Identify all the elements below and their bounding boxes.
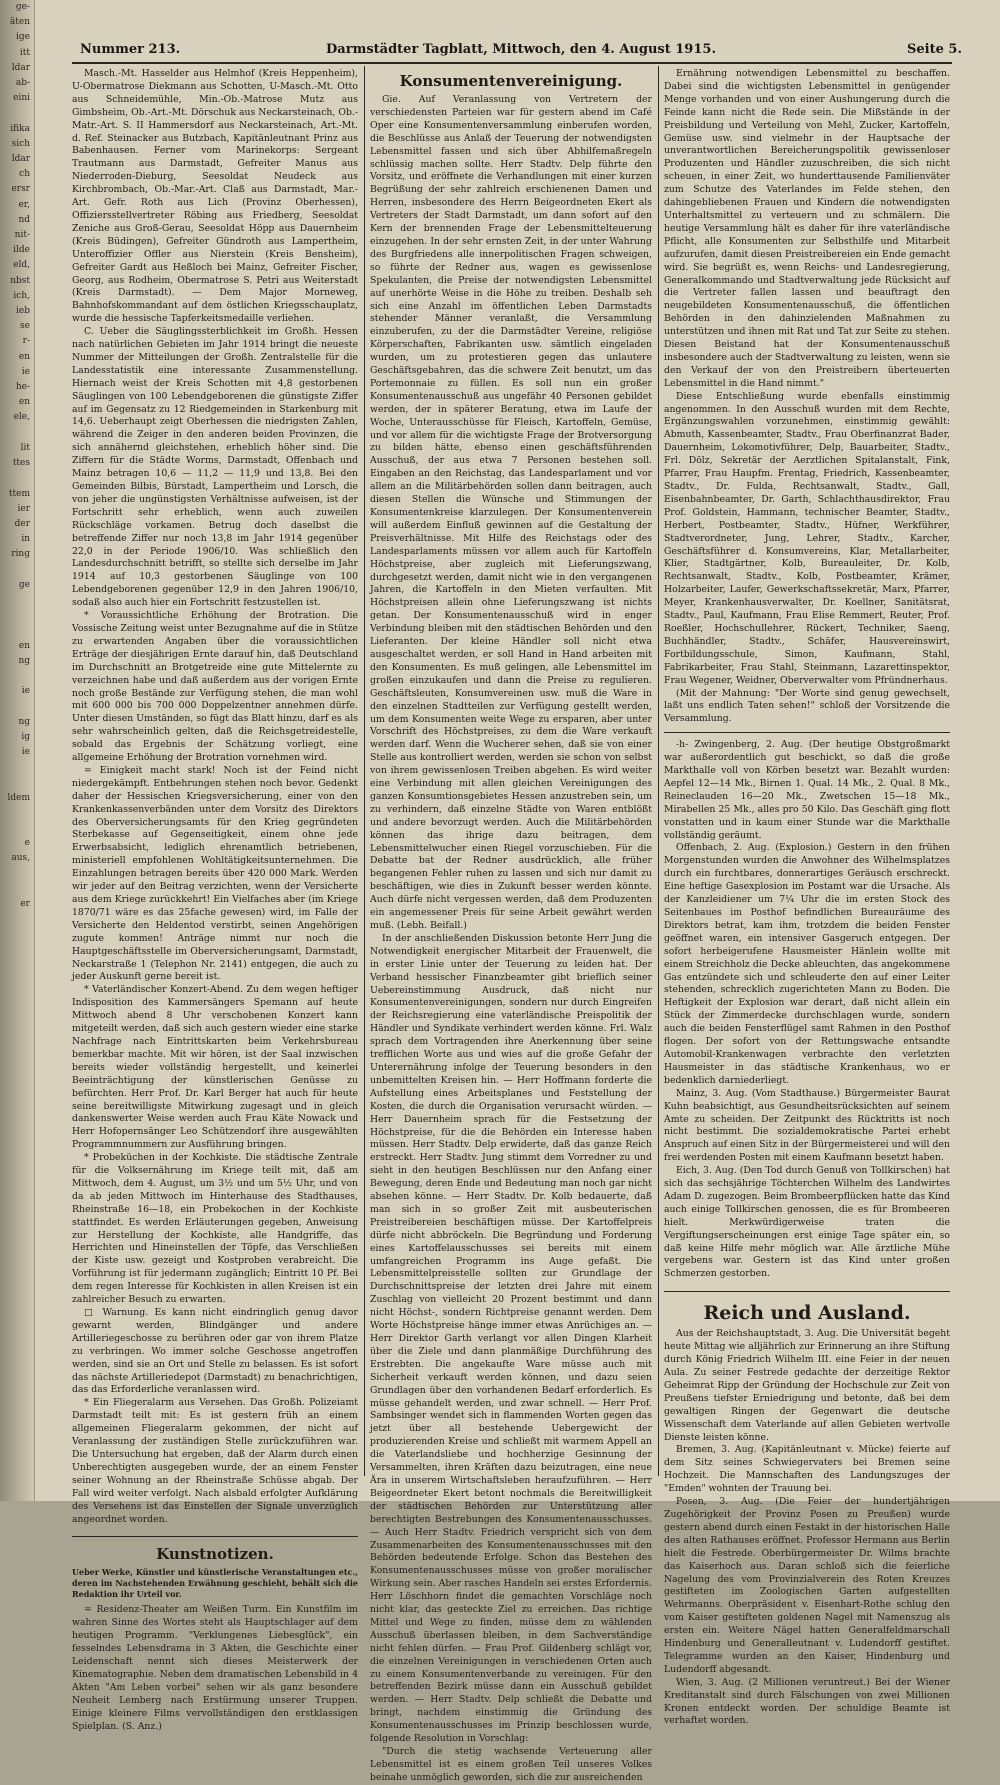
gutter-fragment: er xyxy=(20,898,30,909)
column-rule-2 xyxy=(658,66,659,1476)
gutter-fragment: r- xyxy=(22,336,30,347)
gutter-fragment xyxy=(0,106,34,121)
gutter-fragment xyxy=(0,426,34,441)
gutter-fragment: äten xyxy=(9,17,30,28)
article-paragraph: * Probeküchen in der Kochkiste. Die städtische Zentrale für die Volksernährung im Kriege teilt mit, daß am Mittwoch, dem 4. August, um 3½ und um 5½ Uhr, und von da ab jeden Mittwoch im Hinterhause des Stadthauses, Rheinstraße 16—18, ein Probekochen in der Kochkiste stattfindet. Es werden Erläuterungen gegeben, Anweisung zur Herstellung der Kochkiste, alle Handgriffe, das Herrichten und Hineinstellen der Töpfe, das Verschließen der Kiste usw. gezeigt und Kostproben verabreicht. Die Vorführung ist für jedermann zugänglich; Eintritt 10 Pf. Bei dem regen Interesse für Kochkisten in allen Kreisen ist ein zahlreicher Besuch zu erwarten. xyxy=(72,1152,358,1306)
column-rule-1 xyxy=(364,66,365,1476)
column-left xyxy=(72,68,358,1732)
gutter-fragment: ng xyxy=(18,716,30,727)
gutter-fragment: der xyxy=(14,518,30,529)
gutter-fragment: itt xyxy=(19,47,30,58)
gutter-fragment: en xyxy=(18,351,30,362)
masthead-date: Darmstädter Tagblatt, Mittwoch, den 4. August 1915. xyxy=(326,42,716,57)
gutter-fragment: ele, xyxy=(13,412,30,423)
gutter-fragment: eini xyxy=(13,93,30,104)
article-paragraph: Diese Entschließung wurde ebenfalls einstimmig angenommen. In den Ausschuß wurden mit dem Rechte, Ergänzungswahlen vorzunehmen, einstimmig gewählt: Abmuth, Kassenbeamter, Stadtv., Frau Oberfinanzrat Bader, Dauernheim, Lokomotivführer, Delp, Bauarbeiter, Stadtv., Frl. Dölz, Sekretär der Aerztlichen Spitalanstalt, Fink, Pfarrer, Frau Haupfm. Frentag, Friedrich, Kassenbeamter, Stadtv., Dr. Fulda, Rechtsanwalt, Stadtv., Gall, Eisenbahnbeamter, Dr. Garth, Schlachthausdirektor, Frau Prof. Goldstein, Hammann, technischer Beamter, Stadtv., Herbert, Postbeamter, Stadtv., Hüfner, Werkführer, Stadtverordneter, Jung, Lehrer, Stadtv., Karcher, Geschäftsführer d. Konsumvereins, Klar, Metallarbeiter, Klier, Stadtgärtner, Kolb, Bureauleiter, Dr. Kolb, Rechtsanwalt, Stadtv., Kolb, Postbeamter, Krämer, Holzarbeiter, Laufer, Gewerkschaftssekretär, Marx, Pfarrer, Meyer, Krankenhausverwalter, Dr. Koellner, Sanitätsrat, Stadtv., Paul, Kaufmann, Frau Elise Remmert, Reuter, Prof. Roeßler, Hochschullehrer, Rückert, Techniker, Saeng, Buchhändler, Stadtv., Schäfer, Hausvereinswirt, Fortbildungsschule, Simon, Kaufmann, Stahl, Fabrikarbeiter, Frau Stahl, Steinmann, Lazarettinspektor, Frau Wegener, Weidner, Oberverwalter vom Pfründnerhaus. xyxy=(664,390,950,686)
article-paragraph: Wien, 3. Aug. (2 Millionen veruntreut.) Bei der Wiener Kreditanstalt sind durch Fälschungen von zwei Millionen Kronen entdeckt worden. Der schuldige Beamte ist verhaftet worden. xyxy=(664,1676,950,1727)
article-paragraph: * Voraussichtliche Erhöhung der Brotration. Die Vossische Zeitung weist unter Bezugnahme auf die in Stütze zu erwartenden Angaben über die voraussichtlichen Erträge der diesjährigen Ernte darauf hin, daß Deutschland im Durchschnitt an Brotgetreide eine gute Mittelernte zu verzeichnen habe und daß außerdem aus der vorigen Ernte noch große Bestände zur Verfügung stehen, die man wohl mit 600 000 bis 700 000 Doppelzentner annehmen dürfe. Unter diesen Umständen, so fügt das Blatt hinzu, darf es als sehr wahrscheinlich gelten, daß die Reichsgetreidestelle, sobald das Ergebnis der Schätzung vorliegt, eine allgemeine Erhöhung der Brotration vornehmen wird. xyxy=(72,610,358,764)
gutter-fragment: ab- xyxy=(15,78,30,89)
gutter-fragment xyxy=(0,471,34,486)
gutter-fragment xyxy=(0,882,34,897)
gutter-fragment xyxy=(0,927,34,942)
article-paragraph: -h- Zwingenberg, 2. Aug. (Der heutige Obstgroßmarkt war außerordentlich gut beschickt, so daß die große Markthalle voll von Körben besetzt war. Bezahlt wurden: Aepfel 12—14 Mk., Birnen 1. Qual. 14 Mk., 2. Qual. 8 Mk., Reineclauden 16—20 Mk., Zwetschen 15—18 Mk., Mirabellen 25 Mk., alles pro 50 Kilo. Das Geschäft ging flott vonstatten und in kaum einer Stunde war die Markthalle vollständig geräumt. xyxy=(664,739,950,841)
gutter-fragment xyxy=(0,821,34,836)
gutter-fragment: ttes xyxy=(12,458,30,469)
article-paragraph: * Ein Fliegeralarm aus Versehen. Das Großh. Polizeiamt Darmstadt teilt mit: Es ist gestern früh an einem allgemeinen Fliegeralarm gekommen, der nicht auf Veranlassung der zuständigen Stelle zurückzuführen war. Die Untersuchung hat ergeben, daß der Alarm durch einen Unberechtigten ausgegeben wurde, der an einem Fenster seiner Wohnung an der Rheinstraße Schüsse abgab. Der Fall wird weiter verfolgt. Nach alsbald erfolgter Aufklärung des Versehens ist das Einstellen der Signale unverzüglich angeordnet worden. xyxy=(72,1397,358,1525)
gutter-fragment xyxy=(0,699,34,714)
section-heading: Reich und Ausland. xyxy=(703,1302,911,1325)
gutter-fragment: nbst xyxy=(10,275,30,286)
gutter-fragment: aus, xyxy=(11,853,30,864)
article-paragraph: Bremen, 3. Aug. (Kapitänleutnant v. Mücke) feierte auf dem Sitz seines Schwiegervaters bei Bremen seine Hochzeit. Die Mannschaften des Landungszuges der "Emden" wohnten der Trauung bei. xyxy=(664,1444,950,1495)
header-rule xyxy=(72,62,952,64)
article-paragraph: (Mit der Mahnung: "Der Worte sind genug gewechselt, laßt uns endlich Taten sehen!" schloß der Vorsitzende die Versammlung. xyxy=(664,687,950,725)
article-paragraph: Offenbach, 2. Aug. (Explosion.) Gestern in den frühen Morgenstunden wurden die Anwohner des Wilhelmsplatzes durch ein furchtbares, donnerartiges Geräusch erschreckt. Eine heftige Gasexplosion im Postamt war die Ursache. Als der Kanzleidiener um 7¼ Uhr die im ersten Stock des Seitenbaues im Posthof befindlichen Bureauräume des Direktors betrat, kam ihm, trotzdem die beiden Fenster geöffnet waren, ein intensiver Gasgeruch entgegen. Der sofort herbeigerufene Hausmeister Hänlein wollte mit einem Streichholz die Decke ableuchten, das angekommene Gas entzündete sich und schleuderte den auf einer Leiter stehenden, schrecklich zugerichteten Mann zu Boden. Die Heftigkeit der Explosion war derart, daß nicht allein ein Stück der Zimmerdecke durchschlagen wurde, sondern auch die beiden Fensterflügel samt Rahmen in den Posthof flogen. Der sofort von der Rettungswache entsandte Automobil-Krankenwagen verbrachte den verletzten Hausmeister in das städtische Krankenhaus, wo er bedenklich darniederliegt. xyxy=(664,842,950,1086)
gutter-fragment: ie xyxy=(21,366,30,377)
gutter-fragment: ich, xyxy=(13,290,30,301)
gutter-fragment: ige xyxy=(16,32,30,43)
article-paragraph: Masch.-Mt. Hasselder aus Helmhof (Kreis Heppenheim), U-Obermatrose Diekmann aus Schotten, U-Masch.-Mt. Otto aus Schneidemühle, Min.-Ob.-Matrose Mutz aus Gimbsheim, Ob.-Art.-Mt. Dörschuk aus Neckarsteinach, Ob.-Matr.-Art. S. II Hammersdorf aus Neckarsteinach, Art.-Mt. d. Ref. Steinacker aus Butzbach, Kapitänleutnant Prinz aus Babenhausen. Ferner vom Marinekorps: Sergeant Trautmann aus Darmstadt, Gefreiter Manus aus Niederroden-Dieburg, Seesoldat Neudeck aus Kirchbrombach, Ob.-Mar.-Art. Claß aus Darmstadt, Mar.-Art. Gefr. Roth aus Lich (Provinz Oberhessen), Offiziersstellvertreter Röbing aus Friedberg, Seesoldat Zeniche aus Groß-Gerau, Seesoldat Höpp aus Dauernheim (Kreis Büdingen), Gefreiter Gündroth aus Lampertheim, Unteroffizier Offler aus Nierstein (Kreis Bensheim), Gefreiter Gardt aus Heßloch bei Mainz, Gefreiter Fischer, Georg, aus Rodheim, Obermatrose S. Petri aus Weiterstadt (Kreis Darmstadt). — Dem Major Morneweg, Bahnhofskommandant auf dem östlichen Kriegsschauplatz, wurde die hessische Tapferkeitsmedaille verliehen. xyxy=(72,68,358,325)
gutter-fragment xyxy=(0,563,34,578)
article-paragraph: In der anschließenden Diskussion betonte Herr Jung die Notwendigkeit energischer Mitarbeit der Frauenwelt, die in erster Linie unter der Teuerung zu leiden hat. Der Verband hessischer Finanzbeamter gibt brieflich seiner Uebereinstimmung Ausdruck, daß nicht nur Konsumentenvereinigungen, sondern nur durch Eingreifen der Reichsregierung eine vaterländische Preispolitik der Händler und Syndikate verhindert werden könne. Frl. Walz sprach dem Vortragenden ihre Anerkennung über seine trefflichen Worte aus und wies auf die große Gefahr der Unterernährung infolge der Teuerung besonders in den unbemittelten Kreisen hin. — Herr Hoffmann forderte die Aufstellung eines Arbeitsplanes und Feststellung der Kosten, die durch die Organisation verursacht würden. — Herr Dauernheim sprach für die Festsetzung der Höchstpreise, für die die Behörden ein Interesse haben müssen. Herr Stadtv. Delp erwiderte, daß das ganze Reich erstreckt. Herr Stadtv. Jung stimmt dem Vorredner zu und sieht in den heutigen Beschlüssen nur den Anfang einer Bewegung, deren Ende und Bedeutung man noch gar nicht absehen könne. — Herr Stadtv. Dr. Kolb bedauerte, daß man sich in so großer Zeit mit ausbeuterischen Preistreibereien beschäftigen müsse. Der Kartoffelpreis dürfe nicht abbröckeln. Die Begründung und Forderung eines Kartoffelausschusses sei bereits mit einem umfangreichen Programm ins Auge gefaßt. Die Lebensmittelpreisstelle sollten zur Grundlage der Durchschnittspreise der letzten drei Jahre mit einem Zuschlag von vielleicht 20 Prozent bestimmt und dann nicht Höchst-, sondern Richtpreise genannt werden. Dem Worte Höchstpreise hänge immer etwas Anrüchiges an. — Herr Direktor Garth verlangt vor allen Dingen Klarheit über die Ziele und dann planmäßige Durchführung des Erstrebten. Die angekaufte Ware müsse auch mit Sicherheit verkauft werden können, und dazu seien Grundlagen über den vorhandenen Bedarf erforderlich. Es müsse gehandelt werden, und zwar schnell. — Herr Prof. Sambsinger wendet sich in flammenden Worten gegen das jetzt über all bestehende Uebergewicht der produzierenden Kreise und schließt mit warmem Appell an die Vaterlandsliebe und hochherzige Gesinnung der Versammelten, ihren Kräften dazu beizutragen, eine neue Ära in unserem Wirtschaftsleben heraufzuführen. — Herr Beigeordneter Ekert betont nochmals die Bereitwilligkeit der städtischen Behörden zur Unterstützung aller berechtigten Bestrebungen des Konsumentenausschusses. — Auch Herr Stadtv. Friedrich verspricht sich von dem Zusammenarbeiten des Konsumentenausschusses mit den Behörden bedeutende Erfolge. Schon das Bestehen des Konsumentenausschusses müsse von großer moralischer Wirkung sein. Aber rasches Handeln sei erstes Erfordernis. Herr Löschhorn findet die gemachten Vorschläge noch nicht klar, das gesteckte Ziel zu erreichen. Das richtige Mittel und Wege zu finden, müsse dem zu wählenden Ausschuß überlassen bleiben, in dem Sachverständige nicht fehlen dürfen. — Frau Prof. Gildenberg schlägt vor, die einzelnen Vereinigungen in verschiedenen Orten auch zu einem Konsumentenverbande zu vereinigen. Für den betreffenden Bezirk müsse dann ein Ausschuß gebildet werden. — Herr Stadtv. Delp schließt die Debatte und bringt, nachdem einstimmig die Gründung des Konsumentenausschusses im Prinzip beschlossen wurde, folgende Resolution in Vorschlag: xyxy=(370,932,652,1745)
gutter-fragment xyxy=(0,943,34,958)
article-paragraph: * Vaterländischer Konzert-Abend. Zu dem wegen heftiger Indisposition des Kammersängers Spemann auf heute Mittwoch abend 8 Uhr verschobenen Konzert kann mitgeteilt werden, daß sich auch gestern wieder eine starke Nachfrage nach Eintrittskarten beim Verkehrsbureau bemerkbar machte. Mit wir hören, ist der Saal inzwischen bereits wieder vollständig hergestellt, und keinerlei Beeinträchtigung der künstlerischen Genüsse zu befürchten. Herr Prof. Dr. Karl Berger hat auch für heute seine bereitwilligste Mitwirkung zugesagt und in gleich dankenswerter Weise werden auch Frau Käte Nowack und Herr Hofopernsänger Leo Schützendorf ihre ausgewählten Programmnummern zur Ausführung bringen. xyxy=(72,984,358,1151)
gutter-fragment: lit xyxy=(20,442,30,453)
article-paragraph: Ernährung notwendigen Lebensmittel zu beschaffen. Dabei sind die wichtigsten Lebensmittel in genügender Menge vorhanden und von einer Aushungerung durch die Feinde kann nicht die Rede sein. Die Mißstände in der Preisbildung und Verteilung von Mehl, Zucker, Kartoffeln, Gemüse usw. sind vielmehr in der Hauptsache der unverantwortlichen Bereicherungspolitik gewissenloser Produzenten und Händler zuzuschreiben, die sich nicht scheuen, in einer Zeit, wo hunderttausende Familienväter zum Schutze des Vaterlandes im Felde stehen, den dahingebliebenen Frauen und Kindern die notwendigsten Unterhaltsmittel zu verteuern und zu schmälern. Die heutige Versammlung hält es daher für ihre vaterländische Pflicht, alle Konsumenten zur Selbsthilfe und Mitarbeit aufzurufen, damit diesen Preistreibereien ein Ende gemacht wird. Sie begrüßt es, wenn Reichs- und Landesregierung, Generalkommando und Stadtverwaltung jede Rücksicht auf die Vertreter fallen lassen und beauftragt den neugebildeten Konsumentenausschuß, die öffentlichen Behörden in den dahinzielenden Maßnahmen zu unterstützen und ihnen mit Rat und Tat zur Seite zu stehen. Diesen Beistand hat der Konsumentenausschuß insbesondere auch der Stadtverwaltung zu leisten, wenn sie den Verkauf der von den Preistreibern überteuerten Lebensmittel in die Hand nimmt." xyxy=(664,68,950,389)
page-number: Seite 5. xyxy=(907,42,962,57)
gutter-fragment xyxy=(0,806,34,821)
gutter-fragment: ifika xyxy=(10,123,30,134)
column-right xyxy=(664,68,950,1727)
gutter-fragment: ldar xyxy=(11,154,30,165)
article-paragraph: Eich, 3. Aug. (Den Tod durch Genuß von Tollkirschen) hat sich das sechsjährige Töchterchen Wilhelm des Landwirtes Adam D. zugezogen. Beim Brombeerpflücken hatte das Kind auch einige Tollkirschen genossen, die es für Brombeeren hielt. Merkwürdigerweise traten die Vergiftungserscheinungen erst einige Tage später ein, so daß keine Hilfe mehr möglich war. Alle ärztliche Mühe vergebens war. Gestern ist das Kind unter großen Schmerzen gestorben. xyxy=(664,1165,950,1280)
article-paragraph: C. Ueber die Säuglingssterblichkeit im Großh. Hessen nach natürlichen Gebieten im Jahr 1914 bringt die neueste Nummer der Mitteilungen der Großh. Zentralstelle für die Landesstatistik eine interessante Zusammenstellung. Hiernach weist der Kreis Schotten mit 4,8 gestorbenen Säuglingen von 100 Lebendgeborenen die günstigste Ziffer auf im Gegensatz zu 12 Riedgemeinden in Starkenburg mit 14,6. Ueberhaupt zeigt Oberhessen die niedrigsten Zahlen, während die Zeiger in den anderen beiden Provinzen, die sich annähernd gleichstehen, erheblich höher sind. Die Ziffern für die Städte Worms, Darmstadt, Offenbach und Mainz betragen 10,6 — 11,2 — 11,9 und 13,8. Bei den Gemeinden Bilbis, Bürstadt, Lampertheim und Lorsch, die von jeher die ungünstigsten Verhältnisse aufweisen, ist der Fortschritt sehr erheblich, wenn auch zuweilen Rückschläge vorkamen. Betrug doch daselbst die betreffende Ziffer nur noch 13,8 im Jahr 1914 gegenüber 22,0 in der Periode 1906/10. Was schließlich den Landesdurchschnitt betrifft, so stellte sich derselbe im Jahr 1914 auf 10,3 gestorbenen Säuglinge von 100 Lebendgeborenen gegenüber 12,9 in den Jahren 1906/10, sodaß also auch hier ein Fortschritt festzustellen ist. xyxy=(72,326,358,609)
gutter-fragment: ch xyxy=(19,169,30,180)
article-paragraph: □ Warnung. Es kann nicht eindringlich genug davor gewarnt werden, Blindgänger und andere Artilleriegeschosse zu berühren oder gar von ihrem Platze zu verbringen. Wo immer solche Geschosse angetroffen werden, sind sie an Ort und Stelle zu belassen. Es ist sofort das nächste Artilleriedepot (Darmstadt) zu benachrichtigen, das das Erforderliche veranlassen wird. xyxy=(72,1307,358,1396)
gutter-fragment: nd xyxy=(18,214,30,225)
gutter-fragment xyxy=(0,958,34,973)
gutter-fragment: ie xyxy=(21,746,30,757)
gutter-fragment: ttem xyxy=(8,488,30,499)
editorial-note: Ueber Werke, Künstler und künstlerische Veranstaltungen etc., deren im Nachstehenden Erwähnung geschieht, behält sich die Redaktion ihr Urteil vor. xyxy=(72,1567,358,1600)
section-divider xyxy=(664,732,950,733)
gutter-fragment: en xyxy=(18,397,30,408)
gutter-fragment xyxy=(0,775,34,790)
gutter-fragment xyxy=(0,623,34,638)
section-heading: Kunstnotizen. xyxy=(156,1545,274,1564)
gutter-fragment: ldem xyxy=(7,792,30,803)
gutter-fragment: en xyxy=(18,640,30,651)
gutter-fragment: ieb xyxy=(16,306,30,317)
gutter-fragment: sich xyxy=(11,138,30,149)
gutter-fragment xyxy=(0,593,34,608)
gutter-fragment: ge xyxy=(18,579,30,590)
gutter-fragment: e xyxy=(24,838,30,849)
gutter-fragment: nit- xyxy=(14,230,30,241)
article-paragraph: "Durch die stetig wachsende Verteuerung aller Lebensmittel ist es einem großen Teil unseres Volkes beinahe unmöglich geworden, sich die zur ausreichenden xyxy=(370,1746,652,1783)
section-heading: Konsumentenvereinigung. xyxy=(399,72,623,90)
article-paragraph: = Einigkeit macht stark! Noch ist der Feind nicht niedergekämpft. Entbehrungen stehen noch bevor. Gedenkt daher der Hessischen Kriegsversicherung, einer von den Krankenkassenverbänden unter dem Vorsitz des Direktors des Oberversicherungsamts für den Krieg gegründeten Sterbekasse auf Gegenseitigkeit, einem ohne jede Erwerbsabsicht, lediglich ehrenamtlich betriebenen, ministeriell empfohlenen Wohltätigkeitsunternehmen. Die Einzahlungen betragen bereits über 420 000 Mark. Werden wir jeder auf den Beitrag verzichten, wenn der Versicherte aus dem Kriege zurückkehrt! Ein Vielfaches aber (im Kriege 1870/71 wäre es das 25fache gewesen) wird, im Falle der Versicherte den Heldentod verstirbt, seinen Angehörigen zugute kommen! Anträge nimmt nur noch die Hauptgeschäftsstelle im Oberversicherungsamt, Darmstadt, Neckarstraße 1 (Telephon Nr. 2141) entgegen, die auch zu jeder Auskunft gerne bereit ist. xyxy=(72,764,358,983)
article-paragraph: Posen, 3. Aug. (Die Feier der hundertjährigen Zugehörigkeit der Provinz Posen zu Preußen) wurde gestern abend durch einen Festakt in der historischen Halle des alten Rathauses eröffnet. Professor Hermann aus Berlin hielt die Festrede. Oberbürgermeister Dr. Wilms brachte das Kaiserhoch aus. Daran schloß sich die feierliche Nagelung des vom Provinzialverein des Roten Kreuzes gestifteten im Zoologischen Garten aufgestellten Wehrmanns. Oberpräsident v. Eisenhart-Rothe schlug den vom Kaiser gestifteten goldenen Nagel mit Namenszug als ersten ein. Weitere Nägel hatten Generalfeldmarschall Hindenburg und Generalleutnant v. Ludendorff gestiftet. Telegramme wurden an den Kaiser, Hindenburg und Ludendorff abgesandt. xyxy=(664,1496,950,1675)
gutter-fragment: he- xyxy=(15,382,30,393)
gutter-fragment: er, xyxy=(18,199,30,210)
gutter-fragment xyxy=(0,867,34,882)
reich-und-ausland-section xyxy=(664,1291,950,1728)
previous-page-edge xyxy=(0,0,35,1501)
article-paragraph: Aus der Reichshauptstadt, 3. Aug. Die Universität begeht heute Mittag wie alljährlich zur Erinnerung an ihre Stiftung durch König Friedrich Wilhelm III. eine Feier in der neuen Aula. Zu seiner Festrede gedachte der derzeitige Rektor Geheimrat Ripp der Gründung der Hochschule zur Zeit von Preußens tiefster Erniedrigung und betonte, daß bei dem gewaltigen Ringen der Gegenwart die deutsche Wissenschaft dem Vaterlande auf allen Gebieten wertvolle Dienste leisten könne. xyxy=(664,1328,950,1443)
gutter-fragment: ier xyxy=(17,503,30,514)
kunstnotizen-section xyxy=(72,1536,358,1733)
column-middle xyxy=(370,68,652,1783)
gutter-fragment: eld, xyxy=(13,260,30,271)
gutter-fragment: ldar xyxy=(11,62,30,73)
gutter-fragment: ig xyxy=(21,731,30,742)
page-header xyxy=(80,40,962,60)
gutter-fragment: ring xyxy=(11,549,30,560)
gutter-fragment xyxy=(0,760,34,775)
gutter-fragment: se xyxy=(20,321,30,332)
gutter-fragment: in xyxy=(21,534,30,545)
gutter-fragment: ge- xyxy=(15,2,30,12)
article-paragraph: = Residenz-Theater am Weißen Turm. Ein Kunstfilm im wahren Sinne des Wortes steht als Hauptschlager auf dem heutigen Programm. "Verklungenes Liebesglück", ein fesselndes Lebensdrama in 3 Akten, die Geschichte einer Leidenschaft nennt sich dieses Meisterwerk der Kinematographie. Neben dem dramatischen Lebensbild in 4 Akten "Am Leben vorbei" sehen wir als ganz besondere Neuheit Lemberg nach Erstürmung unserer Truppen. Einige kleinere Films vervollständigen den erstklassigen Spielplan. (S. Anz.) xyxy=(72,1604,358,1732)
gutter-fragment: ng xyxy=(18,655,30,666)
gutter-fragment: ie xyxy=(21,686,30,697)
gutter-fragment xyxy=(0,669,34,684)
article-paragraph: Mainz, 3. Aug. (Vom Stadthause.) Bürgermeister Baurat Kuhn beabsichtigt, aus Gesundheitsrücksichten auf seinem Amte zu scheiden. Der Zeitpunkt des Rücktritts ist noch nicht bestimmt. Die sozialdemokratische Partei erhebt Anspruch auf einen Sitz in der Bürgermeisterei und will den frei werdenden Posten mit einem Kaufmann besetzt haben. xyxy=(664,1087,950,1164)
gutter-fragment: ersr xyxy=(11,184,30,195)
article-paragraph: Gie. Auf Veranlassung von Vertretern der verschiedensten Parteien war für gestern abend im Café Oper eine Konsumentenversammlung einberufen worden, die Beschlüsse aus Anlaß der Teuerung der notwendigsten Lebensmittel fassen und sich über Abhilfemaßregeln schlüssig machen sollte. Herr Stadtv. Delp führte den Vorsitz, und eröffnete die Verhandlungen mit einer kurzen Begrüßung der sehr zahlreich erschienenen Damen und Herren, insbesondere des Herrn Beigeordneten Ekert als Vertreters der Stadt Darmstadt, um dann sofort auf den Kern der brennenden Frage der Lebensmittelteuerung einzugehen. In der sehr ernsten Zeit, in der unter Wahrung des Burgfriedens alle innerpolitischen Fragen schweigen, so führte der Redner aus, wagen es gewissenlose Spekulanten, die Preise der notwendigsten Lebensmittel auf unerhörte Weise in die Höhe zu treiben. Deshalb seh sich eine Anzahl im öffentlichen Leben Darmstadts stehender Männer veranlaßt, die Versammlung einzuberufen, zu der die Darmstädter Vereine, religiöse Körperschaften, Fabrikanten usw. sämtlich eingeladen wurden, um zu protestieren gegen das unlautere Geschäftsgebahren, das die schwere Zeit benutzt, um das Portemonnaie zu füllen. Es soll nun ein großer Konsumentenausschuß aus ungefähr 40 Personen gebildet werden, der in späterer Beratung, etwa im Laufe der Woche, Unterausschüsse für Fleisch, Kartoffeln, Gemüse, und vor allem für die wichtigste Frage der Brotversorgung zu bilden hätte, ebenso einen geschäftsführenden Ausschuß, der aus etwa 7 Personen bestehen soll. Eingaben an den Reichstag, das Landesparlament und vor allem an die Militärbehörden sollen dann beitragen, auch diesen Stellen die Wünsche und Stimmungen der Konsumentenkreise klarzulegen. Der Konsumentenverein will außerdem Einfluß gewinnen auf die Gestaltung der Preisverhältnisse. Mit Hilfe des Reichstags oder des Landesparlaments müssen vor allem auch für Kartoffeln Höchstpreise, aber zugleich mit Lieferungszwang, durchgesetzt werden, damit nicht wie in den vergangenen Jahren, die Kartoffeln in den Mieten verfaulten. Mit Höchstpreisen allein ohne Lieferungszwang ist nichts getan. Der Konsumentenausschuß wird in enger Verbindung bleiben mit den städtischen Behörden und den Lieferanten. Der kleine Händler soll nicht etwa ausgeschaltet werden, er soll Hand in Hand arbeiten mit den Konsumenten. Es muß gelingen, alle Lebensmittel im großen einzukaufen und dann die Preise zu regulieren. Geschäftsleuten, Konsumvereinen usw. muß die Ware in den einzelnen Stadtteilen zur Verfügung gestellt werden, um dem Konsumenten weite Wege zu ersparen, aber unter Vorschrift des Höchstpreises, zu dem die Ware verkauft werden darf. Wenn die Wucherer sehen, daß sie von einer Stelle aus kontrolliert werden, werden sie schon von selbst von ihrem gewissenlosen Treiben abgehen. Es wird weiter eine Verbindung mit allen gleichen Vereinigungen des ganzen Konsumtionsgebietes Hessen anzustreben sein, um zu verhindern, daß einzelne Städte von Waren entblößt und andere bevorzugt werden. Auch die Militärbehörden können das ihrige dazu beitragen, dem Lebensmittelwucher einen Riegel vorzuschieben. Für die Debatte bat der Redner ausdrücklich, alle früher begangenen Fehler ruhen zu lassen und sich nur damit zu beschäftigen, wie dies in Zukunft besser werden könnte. Auch dürfe nicht vergessen werden, daß dem Produzenten ein angemessener Preis für seine Arbeit gewährt werden muß. (Lebh. Beifall.) xyxy=(370,94,652,931)
gutter-fragment xyxy=(0,608,34,623)
gutter-fragment: ilde xyxy=(13,245,30,256)
issue-number: Nummer 213. xyxy=(80,42,181,57)
gutter-fragment xyxy=(0,912,34,927)
